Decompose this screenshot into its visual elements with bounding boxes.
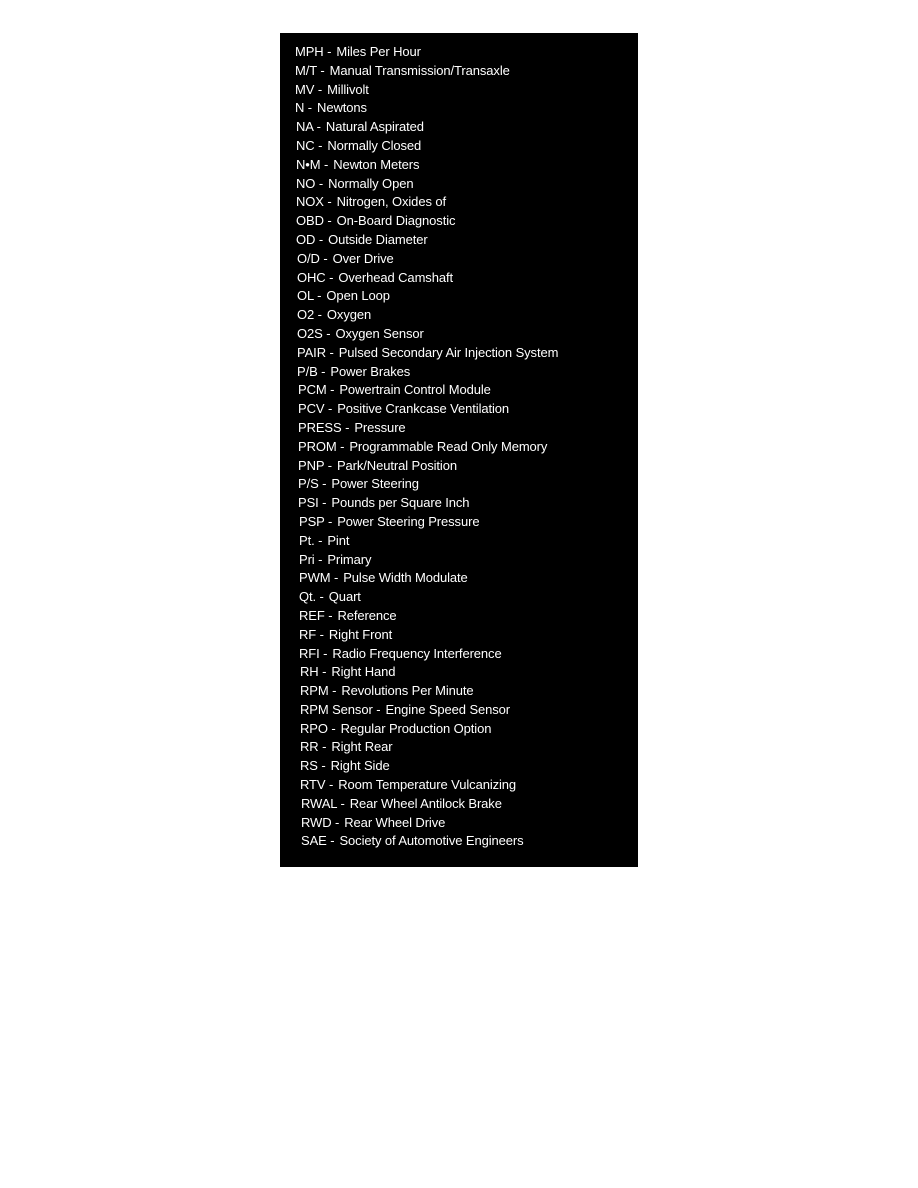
abbreviation-entry <box>280 231 638 250</box>
abbreviation-separator: - <box>315 231 324 247</box>
abbreviation-definition: Quart <box>328 589 361 605</box>
abbreviation-term: P/S <box>298 476 319 492</box>
abbreviation-entry <box>280 400 638 419</box>
abbreviation-definition: Power Steering <box>331 476 419 492</box>
abbreviation-entry <box>280 551 638 570</box>
abbreviation-entry <box>280 626 638 645</box>
abbreviation-term: PCM <box>298 382 327 398</box>
abbreviation-definition: Radio Frequency Interference <box>332 645 502 661</box>
abbreviation-term: PSI <box>298 495 319 511</box>
abbreviation-definition: Miles Per Hour <box>336 44 421 59</box>
abbreviation-entry <box>280 156 638 175</box>
abbreviation-term: PWM <box>299 570 331 586</box>
abbreviation-entry <box>280 250 638 269</box>
abbreviation-entry <box>280 645 638 664</box>
abbreviation-separator: - <box>317 758 326 774</box>
abbreviation-separator: - <box>319 645 328 661</box>
abbreviation-definition: Society of Automotive Engineers <box>339 833 524 849</box>
abbreviation-entry <box>280 137 638 156</box>
abbreviation-term: P/B <box>297 363 318 379</box>
abbreviation-term: O2S <box>297 325 323 341</box>
abbreviation-separator: - <box>318 664 327 680</box>
abbreviation-term: MV <box>295 81 315 97</box>
abbreviation-entry <box>280 175 638 194</box>
abbreviation-separator: - <box>319 250 328 266</box>
abbreviation-definition: Newtons <box>317 100 367 116</box>
abbreviation-entry <box>280 513 638 532</box>
abbreviation-term: PROM <box>298 438 337 454</box>
abbreviation-term: RWD <box>301 814 332 830</box>
abbreviation-separator: - <box>304 100 313 116</box>
abbreviation-entry <box>280 457 638 476</box>
abbreviation-entry <box>280 99 638 118</box>
abbreviation-separator: - <box>336 438 345 454</box>
abbreviation-definition: Nitrogen, Oxides of <box>336 194 446 210</box>
abbreviation-term: NC <box>296 137 315 153</box>
abbreviation-term: PNP <box>298 457 325 473</box>
abbreviation-separator: - <box>372 701 381 717</box>
abbreviation-term: RPM <box>300 683 329 699</box>
abbreviation-term: RS <box>300 758 318 774</box>
abbreviation-separator: - <box>324 607 333 623</box>
abbreviation-definition: Newton Meters <box>333 156 420 172</box>
abbreviation-separator: - <box>315 175 324 191</box>
abbreviation-term: NOX <box>296 194 324 210</box>
abbreviation-separator: - <box>313 119 321 135</box>
abbreviation-term: PSP <box>299 513 325 529</box>
abbreviation-definition: Room Temperature Vulcanizing <box>338 777 517 793</box>
abbreviation-entry <box>280 306 638 325</box>
abbreviation-separator: - <box>314 551 323 567</box>
abbreviation-entry <box>280 494 638 513</box>
abbreviation-entry <box>280 43 638 62</box>
abbreviation-separator: - <box>323 44 332 59</box>
abbreviation-definition: On-Board Diagnostic <box>336 213 456 229</box>
abbreviation-definition: Primary <box>327 551 372 567</box>
abbreviation-entry <box>280 814 638 833</box>
abbreviation-term: SAE <box>301 833 327 849</box>
abbreviations-panel <box>280 33 638 867</box>
abbreviation-definition: Pressure <box>354 419 406 435</box>
abbreviation-definition: Overhead Camshaft <box>338 269 453 285</box>
abbreviation-separator: - <box>316 626 324 642</box>
abbreviation-entry <box>280 475 638 494</box>
abbreviation-entry <box>280 363 638 382</box>
abbreviation-entry <box>280 344 638 363</box>
abbreviation-entry <box>280 381 638 400</box>
abbreviation-separator: - <box>314 532 323 548</box>
abbreviation-term: RR <box>300 739 319 755</box>
abbreviation-entry <box>280 419 638 438</box>
abbreviation-entry <box>280 81 638 100</box>
abbreviation-separator: - <box>326 833 335 849</box>
abbreviation-term: O/D <box>297 250 320 266</box>
abbreviation-definition: Outside Diameter <box>328 231 428 247</box>
abbreviation-term: N <box>295 100 305 116</box>
abbreviation-entry <box>280 193 638 212</box>
abbreviation-definition: Normally Open <box>328 175 414 191</box>
abbreviation-term: Qt. <box>299 589 317 605</box>
abbreviation-definition: Power Brakes <box>330 363 411 379</box>
abbreviation-definition: Rear Wheel Antilock Brake <box>349 795 502 811</box>
abbreviation-definition: Right Front <box>328 626 393 642</box>
abbreviation-definition: Oxygen Sensor <box>335 325 424 341</box>
abbreviation-separator: - <box>327 720 336 736</box>
abbreviation-entry <box>280 212 638 231</box>
abbreviation-definition: Pulse Width Modulate <box>343 570 468 586</box>
abbreviation-entry <box>280 701 638 720</box>
abbreviation-separator: - <box>325 344 334 360</box>
abbreviation-entry <box>280 738 638 757</box>
abbreviation-term: O2 <box>297 307 315 323</box>
abbreviation-entry <box>280 287 638 306</box>
abbreviation-term: RF <box>299 626 317 642</box>
abbreviation-term: RFI <box>299 645 320 661</box>
abbreviation-definition: Revolutions Per Minute <box>341 683 474 699</box>
abbreviation-definition: Normally Closed <box>327 137 422 153</box>
abbreviation-term: RPO <box>300 720 328 736</box>
abbreviation-term: NA <box>296 119 314 135</box>
abbreviation-entry <box>280 795 638 814</box>
abbreviation-separator: - <box>317 363 326 379</box>
abbreviation-term: PAIR <box>297 344 326 360</box>
abbreviation-term: RTV <box>300 777 326 793</box>
abbreviation-definition: Natural Aspirated <box>325 119 424 135</box>
abbreviation-separator: - <box>325 269 334 285</box>
abbreviation-term: RPM Sensor <box>300 701 373 717</box>
abbreviation-definition: Oxygen <box>326 307 372 323</box>
abbreviation-definition: Programmable Read Only Memory <box>349 438 548 454</box>
abbreviation-term: PRESS <box>298 419 342 435</box>
abbreviation-separator: - <box>316 62 325 78</box>
abbreviation-separator: - <box>320 156 329 172</box>
abbreviation-entry <box>280 532 638 551</box>
abbreviation-definition: Power Steering Pressure <box>337 513 480 529</box>
abbreviation-definition: Right Rear <box>331 739 393 755</box>
abbreviation-separator: - <box>318 495 327 511</box>
abbreviation-term: RH <box>300 664 319 680</box>
abbreviation-definition: Pulsed Secondary Air Injection System <box>338 344 559 360</box>
abbreviation-separator: - <box>314 81 323 97</box>
abbreviation-separator: - <box>318 476 327 492</box>
abbreviation-term: M/T <box>295 62 317 78</box>
abbreviation-separator: - <box>324 457 332 473</box>
abbreviation-separator: - <box>323 213 332 229</box>
abbreviation-separator: - <box>313 288 322 304</box>
abbreviation-definition: Engine Speed Sensor <box>385 701 511 717</box>
abbreviation-entry <box>280 776 638 795</box>
abbreviation-separator: - <box>325 777 334 793</box>
abbreviation-definition: Park/Neutral Position <box>336 457 457 473</box>
abbreviation-term: OD <box>296 231 316 247</box>
abbreviation-definition: Over Drive <box>332 250 394 266</box>
abbreviation-term: OBD <box>296 213 324 229</box>
abbreviation-entry <box>280 607 638 626</box>
abbreviation-definition: Reference <box>337 607 397 623</box>
abbreviation-term: Pt. <box>299 532 315 548</box>
abbreviation-term: N•M <box>296 156 321 172</box>
abbreviation-separator: - <box>331 814 340 830</box>
abbreviation-term: OL <box>297 288 314 304</box>
abbreviation-separator: - <box>323 194 332 210</box>
abbreviation-entry <box>280 325 638 344</box>
abbreviation-term: OHC <box>297 269 326 285</box>
abbreviation-definition: Right Side <box>330 758 390 774</box>
abbreviation-entry <box>280 588 638 607</box>
abbreviation-entry <box>280 569 638 588</box>
abbreviation-separator: - <box>314 137 323 153</box>
abbreviation-entry <box>280 438 638 457</box>
abbreviation-separator: - <box>314 307 322 323</box>
abbreviation-separator: - <box>328 683 337 699</box>
abbreviation-definition: Right Hand <box>331 664 396 680</box>
abbreviation-term: RWAL <box>301 795 337 811</box>
abbreviation-entry <box>280 663 638 682</box>
abbreviation-entry <box>280 269 638 288</box>
abbreviation-term: REF <box>299 607 325 623</box>
abbreviation-separator: - <box>341 419 350 435</box>
abbreviation-definition: Pounds per Square Inch <box>331 495 470 511</box>
abbreviation-separator: - <box>330 570 339 586</box>
abbreviation-separator: - <box>322 325 331 341</box>
abbreviation-definition: Millivolt <box>327 81 369 97</box>
abbreviation-definition: Open Loop <box>326 288 390 304</box>
abbreviation-definition: Manual Transmission/Transaxle <box>329 62 510 78</box>
abbreviation-term: MPH <box>295 44 324 59</box>
abbreviation-entry <box>280 62 638 81</box>
abbreviation-entry <box>280 118 638 137</box>
abbreviation-entry <box>280 832 638 851</box>
abbreviation-definition: Powertrain Control Module <box>339 382 491 398</box>
abbreviation-entry <box>280 757 638 776</box>
abbreviation-definition: Regular Production Option <box>340 720 492 736</box>
abbreviation-definition: Pint <box>327 532 350 548</box>
abbreviation-term: Pri <box>299 551 315 567</box>
abbreviation-definition: Positive Crankcase Ventilation <box>337 401 510 417</box>
abbreviation-entry <box>280 720 638 739</box>
abbreviation-term: NO <box>296 175 316 191</box>
abbreviation-separator: - <box>324 401 333 417</box>
abbreviation-separator: - <box>316 589 324 605</box>
abbreviation-definition: Rear Wheel Drive <box>344 814 446 830</box>
abbreviation-separator: - <box>336 795 345 811</box>
abbreviation-separator: - <box>326 382 335 398</box>
abbreviation-separator: - <box>324 513 333 529</box>
abbreviation-entry <box>280 682 638 701</box>
abbreviation-separator: - <box>318 739 327 755</box>
abbreviation-term: PCV <box>298 401 325 417</box>
